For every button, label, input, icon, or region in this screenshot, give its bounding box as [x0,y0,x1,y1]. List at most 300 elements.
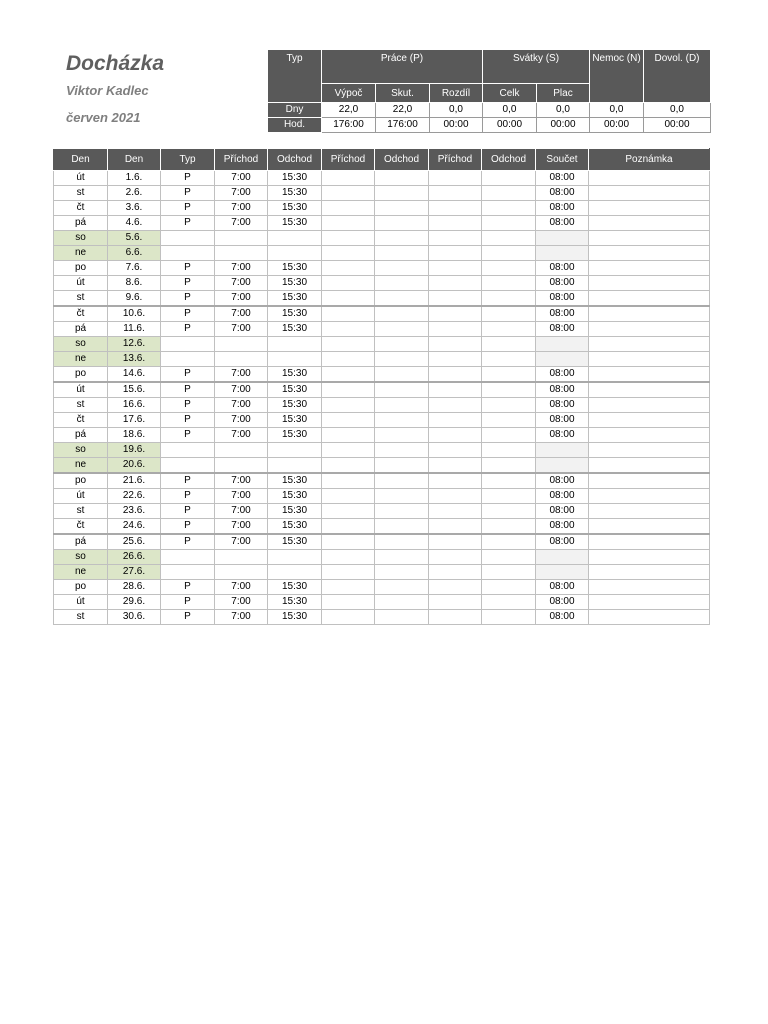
cell-day-name: st [54,186,108,201]
cell-total: 08:00 [536,580,589,595]
cell-date: 30.6. [108,610,161,625]
cell-note [589,186,710,201]
cell-total: 08:00 [536,306,589,322]
cell-departure-2 [375,216,429,231]
cell-total: 08:00 [536,519,589,535]
table-row [54,458,710,474]
cell-arrival-1 [215,231,268,246]
cell-arrival-1: 7:00 [215,428,268,443]
cell-note [589,565,710,580]
cell-date: 24.6. [108,519,161,535]
cell-departure-2 [375,186,429,201]
cell-departure-1 [268,565,322,580]
cell-arrival-1: 7:00 [215,519,268,535]
cell-note [589,610,710,625]
summary-group-dovol: Dovol. (D) [644,50,711,103]
cell-departure-3 [482,519,536,535]
cell-arrival-3 [429,246,482,261]
table-row [54,276,710,291]
cell-note [589,550,710,565]
cell-departure-1: 15:30 [268,322,322,337]
cell-departure-3 [482,428,536,443]
cell-type: P [161,201,215,216]
cell-departure-3 [482,201,536,216]
summary-sub-skut: Skut. [376,84,430,103]
cell-departure-3 [482,504,536,519]
cell-departure-2 [375,595,429,610]
cell-arrival-3 [429,580,482,595]
cell-note [589,337,710,352]
cell-arrival-3 [429,231,482,246]
cell-note [589,246,710,261]
cell-arrival-1: 7:00 [215,276,268,291]
cell-date: 6.6. [108,246,161,261]
cell-arrival-1 [215,458,268,474]
cell-type: P [161,291,215,307]
cell-note [589,261,710,276]
cell-departure-2 [375,458,429,474]
cell-departure-2 [375,413,429,428]
cell-arrival-3 [429,473,482,489]
cell-type [161,550,215,565]
cell-departure-2 [375,519,429,535]
table-row [54,595,710,610]
cell-arrival-2 [322,458,375,474]
cell-date: 18.6. [108,428,161,443]
cell-arrival-3 [429,398,482,413]
cell-departure-2 [375,550,429,565]
cell-arrival-2 [322,428,375,443]
table-row [54,473,710,489]
cell-arrival-2 [322,171,375,186]
cell-departure-2 [375,171,429,186]
cell-type [161,337,215,352]
cell-departure-3 [482,489,536,504]
cell-type: P [161,171,215,186]
cell-departure-3 [482,534,536,550]
cell-arrival-1: 7:00 [215,580,268,595]
summary-cell: 0,0 [590,103,644,118]
cell-departure-2 [375,322,429,337]
cell-type: P [161,519,215,535]
table-row [54,171,710,186]
cell-departure-1: 15:30 [268,186,322,201]
table-row [54,367,710,383]
cell-departure-1: 15:30 [268,398,322,413]
summary-cell: 00:00 [590,118,644,133]
cell-total: 08:00 [536,186,589,201]
cell-day-name: ne [54,565,108,580]
summary-cell: 0,0 [483,103,537,118]
cell-note [589,291,710,307]
cell-total [536,337,589,352]
employee-name: Viktor Kadlec [66,83,149,98]
cell-total: 08:00 [536,276,589,291]
cell-type [161,458,215,474]
cell-arrival-1 [215,337,268,352]
table-row [54,610,710,625]
header-departure-2: Odchod [375,149,429,171]
cell-arrival-1: 7:00 [215,595,268,610]
cell-departure-2 [375,201,429,216]
cell-type: P [161,473,215,489]
cell-departure-3 [482,337,536,352]
cell-day-name: po [54,261,108,276]
cell-date: 4.6. [108,216,161,231]
header-arrival-1: Příchod [215,149,268,171]
cell-total: 08:00 [536,413,589,428]
cell-day-name: út [54,382,108,398]
cell-total [536,352,589,367]
cell-total: 08:00 [536,398,589,413]
cell-arrival-2 [322,565,375,580]
period-label: červen 2021 [66,110,141,125]
cell-arrival-3 [429,504,482,519]
cell-note [589,428,710,443]
cell-arrival-1 [215,565,268,580]
cell-arrival-2 [322,291,375,307]
cell-departure-3 [482,306,536,322]
cell-departure-3 [482,216,536,231]
cell-total: 08:00 [536,610,589,625]
cell-arrival-3 [429,291,482,307]
cell-departure-3 [482,565,536,580]
cell-departure-2 [375,367,429,383]
cell-type [161,231,215,246]
cell-day-name: po [54,580,108,595]
cell-day-name: so [54,550,108,565]
cell-note [589,201,710,216]
summary-typ-header: Typ [268,50,322,103]
cell-arrival-3 [429,382,482,398]
cell-arrival-2 [322,352,375,367]
cell-arrival-1: 7:00 [215,216,268,231]
cell-arrival-1: 7:00 [215,610,268,625]
cell-note [589,171,710,186]
cell-total [536,246,589,261]
cell-date: 22.6. [108,489,161,504]
cell-arrival-2 [322,382,375,398]
cell-date: 17.6. [108,413,161,428]
cell-type: P [161,489,215,504]
cell-departure-3 [482,595,536,610]
cell-departure-2 [375,306,429,322]
cell-arrival-3 [429,337,482,352]
cell-date: 2.6. [108,186,161,201]
summary-cell: 00:00 [430,118,483,133]
table-row [54,337,710,352]
cell-departure-2 [375,246,429,261]
cell-departure-2 [375,261,429,276]
cell-arrival-1: 7:00 [215,382,268,398]
cell-departure-1: 15:30 [268,306,322,322]
cell-note [589,276,710,291]
cell-departure-1: 15:30 [268,216,322,231]
cell-departure-1: 15:30 [268,201,322,216]
cell-day-name: so [54,231,108,246]
cell-day-name: ne [54,458,108,474]
cell-arrival-3 [429,550,482,565]
cell-date: 9.6. [108,291,161,307]
cell-arrival-1: 7:00 [215,291,268,307]
cell-date: 21.6. [108,473,161,489]
summary-group-nemoc: Nemoc (N) [590,50,644,103]
cell-note [589,382,710,398]
header-arrival-2: Příchod [322,149,375,171]
cell-total: 08:00 [536,489,589,504]
table-row [54,322,710,337]
cell-departure-2 [375,534,429,550]
cell-arrival-1: 7:00 [215,504,268,519]
cell-date: 19.6. [108,443,161,458]
header-date: Den [108,149,161,171]
cell-arrival-2 [322,261,375,276]
cell-departure-3 [482,413,536,428]
cell-type: P [161,322,215,337]
cell-date: 15.6. [108,382,161,398]
cell-departure-2 [375,489,429,504]
cell-total: 08:00 [536,473,589,489]
cell-departure-1 [268,458,322,474]
cell-note [589,367,710,383]
cell-arrival-3 [429,367,482,383]
table-row [54,231,710,246]
cell-departure-1: 15:30 [268,291,322,307]
cell-day-name: so [54,443,108,458]
cell-arrival-2 [322,550,375,565]
cell-arrival-2 [322,580,375,595]
cell-date: 25.6. [108,534,161,550]
cell-arrival-2 [322,534,375,550]
cell-arrival-2 [322,337,375,352]
cell-arrival-3 [429,261,482,276]
cell-total [536,443,589,458]
summary-group-prace: Práce (P) [322,50,483,84]
cell-arrival-1: 7:00 [215,201,268,216]
table-row [54,519,710,535]
cell-departure-2 [375,291,429,307]
cell-day-name: čt [54,306,108,322]
cell-arrival-2 [322,276,375,291]
cell-note [589,595,710,610]
table-row [54,443,710,458]
attendance-header-row [54,149,710,171]
cell-note [589,519,710,535]
cell-departure-2 [375,504,429,519]
cell-total: 08:00 [536,428,589,443]
cell-date: 3.6. [108,201,161,216]
cell-arrival-2 [322,473,375,489]
cell-type: P [161,367,215,383]
cell-arrival-3 [429,489,482,504]
cell-arrival-3 [429,595,482,610]
header-arrival-3: Příchod [429,149,482,171]
cell-date: 16.6. [108,398,161,413]
cell-day-name: po [54,367,108,383]
table-row [54,534,710,550]
cell-note [589,413,710,428]
cell-day-name: pá [54,216,108,231]
summary-cell: 22,0 [322,103,376,118]
cell-total: 08:00 [536,171,589,186]
cell-arrival-2 [322,201,375,216]
cell-arrival-2 [322,186,375,201]
cell-total: 08:00 [536,201,589,216]
cell-total: 08:00 [536,216,589,231]
cell-day-name: čt [54,519,108,535]
cell-arrival-1: 7:00 [215,171,268,186]
cell-type [161,246,215,261]
cell-arrival-1: 7:00 [215,398,268,413]
cell-date: 11.6. [108,322,161,337]
cell-day-name: so [54,337,108,352]
cell-day-name: út [54,276,108,291]
cell-arrival-2 [322,504,375,519]
cell-day-name: pá [54,322,108,337]
cell-date: 14.6. [108,367,161,383]
cell-date: 10.6. [108,306,161,322]
cell-note [589,322,710,337]
cell-departure-1: 15:30 [268,261,322,276]
table-row [54,565,710,580]
cell-note [589,458,710,474]
cell-type [161,565,215,580]
cell-departure-3 [482,473,536,489]
cell-departure-1: 15:30 [268,595,322,610]
cell-day-name: pá [54,534,108,550]
cell-type: P [161,504,215,519]
cell-departure-3 [482,550,536,565]
cell-departure-1: 15:30 [268,276,322,291]
cell-arrival-2 [322,610,375,625]
table-row [54,398,710,413]
cell-total: 08:00 [536,382,589,398]
cell-departure-3 [482,580,536,595]
header-departure-3: Odchod [482,149,536,171]
cell-date: 29.6. [108,595,161,610]
cell-type: P [161,595,215,610]
summary-sub-rozdil: Rozdíl [430,84,483,103]
cell-departure-3 [482,610,536,625]
cell-departure-1 [268,231,322,246]
cell-departure-2 [375,231,429,246]
summary-table [267,49,711,133]
cell-departure-1: 15:30 [268,580,322,595]
cell-arrival-3 [429,458,482,474]
cell-note [589,489,710,504]
cell-departure-3 [482,186,536,201]
cell-arrival-2 [322,367,375,383]
cell-note [589,306,710,322]
cell-departure-1: 15:30 [268,473,322,489]
cell-total [536,231,589,246]
table-row [54,428,710,443]
summary-group-svatky: Svátky (S) [483,50,590,84]
summary-row-label: Dny [268,103,322,118]
cell-departure-2 [375,473,429,489]
cell-note [589,504,710,519]
cell-day-name: út [54,489,108,504]
summary-sub-celk: Celk [483,84,537,103]
cell-type [161,443,215,458]
cell-departure-3 [482,171,536,186]
cell-type: P [161,413,215,428]
header-type: Typ [161,149,215,171]
cell-arrival-1: 7:00 [215,413,268,428]
cell-date: 28.6. [108,580,161,595]
cell-departure-3 [482,322,536,337]
cell-type [161,352,215,367]
cell-day-name: ne [54,352,108,367]
cell-note [589,231,710,246]
cell-type: P [161,276,215,291]
page-title: Docházka [66,52,165,75]
cell-arrival-1: 7:00 [215,367,268,383]
summary-cell: 00:00 [483,118,537,133]
cell-departure-1: 15:30 [268,610,322,625]
table-row [54,489,710,504]
cell-departure-1 [268,352,322,367]
cell-departure-2 [375,398,429,413]
cell-departure-1 [268,550,322,565]
cell-note [589,580,710,595]
cell-departure-1: 15:30 [268,413,322,428]
cell-departure-3 [482,231,536,246]
cell-arrival-1: 7:00 [215,322,268,337]
cell-departure-3 [482,382,536,398]
cell-total [536,458,589,474]
cell-type: P [161,382,215,398]
cell-arrival-3 [429,186,482,201]
cell-departure-3 [482,443,536,458]
cell-date: 13.6. [108,352,161,367]
cell-departure-3 [482,276,536,291]
cell-arrival-2 [322,489,375,504]
cell-departure-2 [375,337,429,352]
table-row [54,186,710,201]
cell-arrival-1: 7:00 [215,489,268,504]
cell-departure-1: 15:30 [268,367,322,383]
cell-total [536,565,589,580]
summary-cell: 0,0 [644,103,711,118]
cell-arrival-1: 7:00 [215,534,268,550]
cell-departure-1: 15:30 [268,489,322,504]
cell-arrival-2 [322,443,375,458]
table-row [54,261,710,276]
cell-type: P [161,428,215,443]
cell-arrival-2 [322,246,375,261]
cell-arrival-2 [322,519,375,535]
table-row [54,382,710,398]
cell-day-name: st [54,291,108,307]
header-day-name: Den [54,149,108,171]
cell-date: 20.6. [108,458,161,474]
cell-departure-1: 15:30 [268,382,322,398]
table-row [54,413,710,428]
cell-arrival-3 [429,306,482,322]
cell-total: 08:00 [536,322,589,337]
summary-sub-vypoc: Výpoč [322,84,376,103]
cell-departure-2 [375,610,429,625]
cell-arrival-3 [429,413,482,428]
cell-note [589,398,710,413]
cell-departure-1: 15:30 [268,519,322,535]
cell-arrival-3 [429,565,482,580]
header-note: Poznámka [589,149,710,171]
cell-arrival-1 [215,550,268,565]
summary-row-label: Hod. [268,118,322,133]
cell-departure-2 [375,565,429,580]
